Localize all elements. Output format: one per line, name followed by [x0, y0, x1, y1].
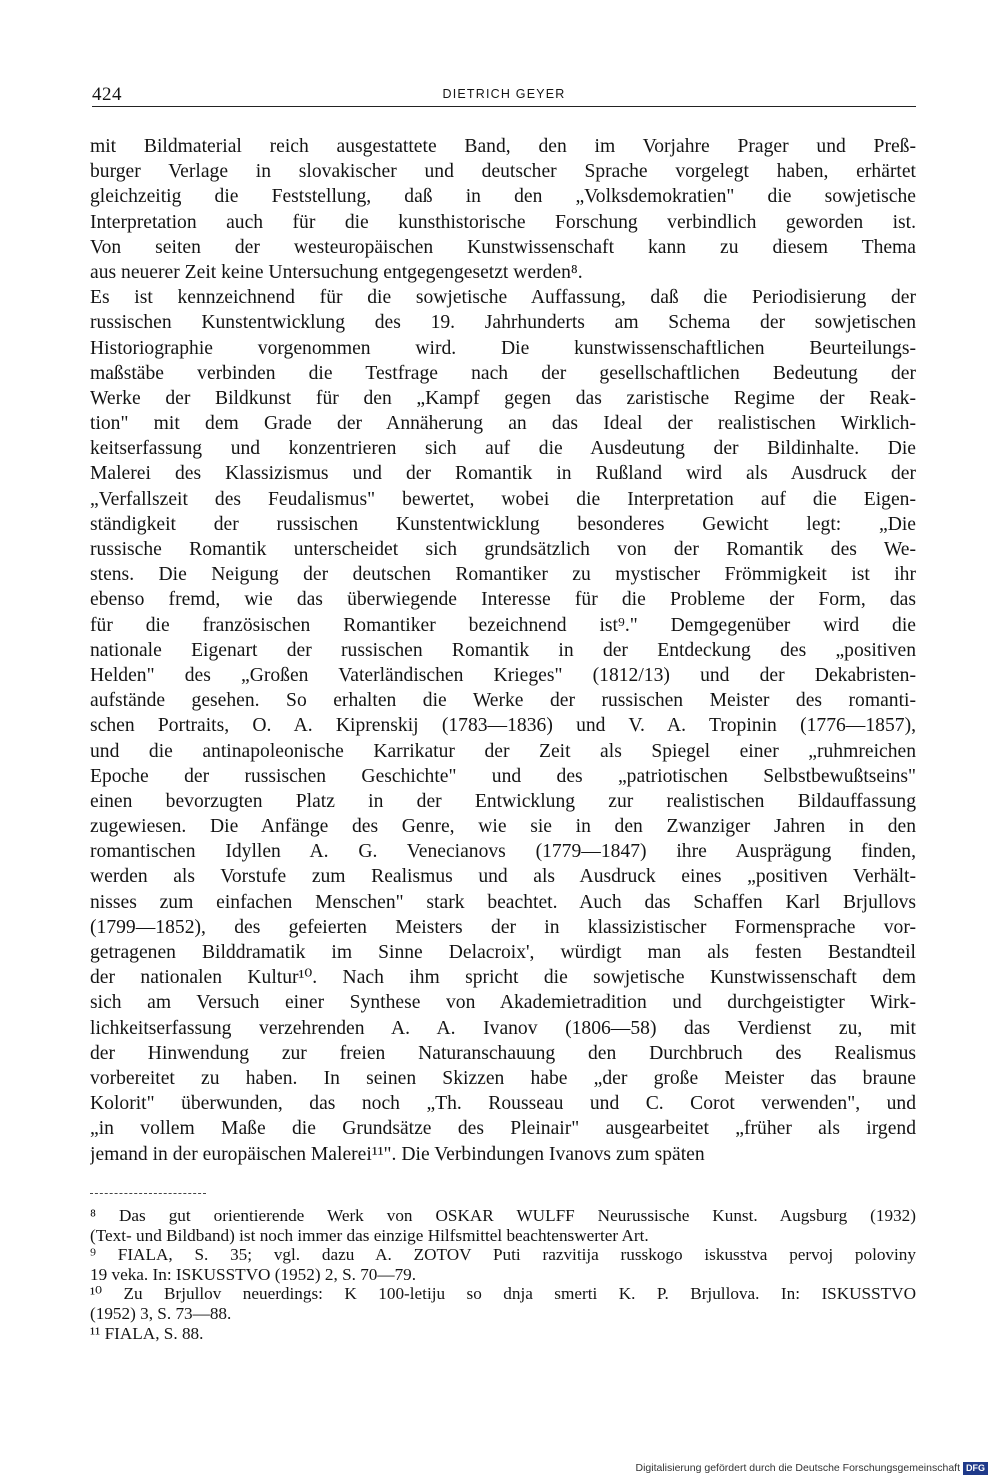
body-line: stens. Die Neigung der deutschen Romantiker zu mystischer Frömmigkeit ist ihr — [90, 564, 916, 586]
body-line: der Hinwendung zur freien Naturanschauung den Durchbruch des Realismus — [90, 1042, 916, 1064]
body-line: aus neuerer Zeit keine Untersuchung entgegengesetzt werden⁸. — [90, 261, 583, 283]
body-line: für die französischen Romantiker bezeichnend ist⁹." Demgegenüber wird die — [90, 614, 916, 636]
footnote-line: 19 veka. In: ISKUSSTVO (1952) 2, S. 70—79. — [90, 1264, 417, 1284]
page-header — [92, 84, 916, 107]
body-line: keitserfassung und konzentrieren sich auf die Ausdeutung der Bildinhalte. Die — [90, 438, 916, 460]
body-line: tion" mit dem Grade der Annäherung an das Ideal der realistischen Wirklich- — [90, 413, 916, 435]
body-line: der nationalen Kultur¹⁰. Nach ihm spricht die sowjetische Kunstwissenschaft dem — [90, 967, 916, 989]
footnote-line: ⁹ FIALA, S. 35; vgl. dazu A. ZOTOV Puti razvitija russkogo iskusstva pervoj poloviny — [90, 1245, 916, 1265]
body-line: und die antinapoleonische Karrikatur der Zeit als Spiegel einer „ruhmreichen — [90, 740, 916, 762]
body-line: russischen Kunstentwicklung des 19. Jahrhunderts am Schema der sowjetischen — [90, 312, 916, 334]
body-line: nationale Eigenart der russischen Romantik in der Entdeckung des „positiven — [90, 639, 916, 661]
body-line: „Verfallszeit des Feudalismus" bewertet, wobei die Interpretation auf die Eigen- — [90, 488, 916, 510]
running-title: DIETRICH GEYER — [442, 87, 566, 101]
body-text — [90, 134, 916, 1167]
body-line: Interpretation auch für die kunsthistorische Forschung verbindlich geworden ist. — [90, 211, 916, 233]
body-line: russische Romantik unterscheidet sich grundsätzlich von der Romantik des We- — [90, 539, 916, 560]
body-line: Historiographie vorgenommen wird. Die kunstwissenschaftlichen Beurteilungs- — [90, 337, 916, 359]
credit-text: Digitalisierung gefördert durch die Deutsche Forschungsgemeinschaft — [635, 1462, 960, 1474]
dfg-logo: DFG — [963, 1462, 988, 1475]
body-line: schen Portraits, O. A. Kiprenskij (1783—1836) und V. A. Tropinin (1776—1857), — [90, 715, 916, 737]
body-line: Werke der Bildkunst für den „Kampf gegen das zaristische Regime der Reak- — [90, 387, 916, 409]
body-line: jemand in der europäischen Malerei¹¹". Die Verbindungen Ivanovs zum späten — [90, 1143, 705, 1165]
body-line: nisses zum einfachen Menschen" stark beachtet. Auch das Schaffen Karl Brjullovs — [90, 891, 916, 913]
body-line: werden als Vorstufe zum Realismus und als Ausdruck eines „positiven Verhält- — [90, 866, 916, 888]
footnote-line: ¹⁰ Zu Brjullov neuerdings: K 100-letiju so dnja smerti K. P. Brjullova. In: ISKUSSTVO — [90, 1284, 916, 1304]
footnotes — [90, 1206, 916, 1343]
body-line: gleichzeitig die Feststellung, daß in den „Volksdemokratien" die sowjetische — [90, 186, 916, 208]
footnote-rule — [90, 1193, 206, 1194]
body-line: Es ist kennzeichnend für die sowjetische Auffassung, daß die Periodisierung der — [90, 287, 916, 309]
body-line: ebenso fremd, wie das überwiegende Interesse für die Probleme der Form, das — [90, 589, 916, 611]
footnote-line: ⁸ Das gut orientierende Werk von OSKAR WULFF Neurussische Kunst. Augsburg (1932) — [90, 1206, 916, 1225]
body-line: mit Bildmaterial reich ausgestattete Band, den im Vorjahre Prager und Preß- — [90, 136, 916, 157]
body-line: Malerei des Klassizismus und der Romantik in Rußland wird als Ausdruck der — [90, 463, 916, 485]
body-line: „in vollem Maße die Grundsätze des Pleinair" ausgearbeitet „früher als irgend — [90, 1118, 916, 1140]
footnote-line: (1952) 3, S. 73—88. — [90, 1303, 232, 1323]
body-line: Epoche der russischen Geschichte" und des „patriotischen Selbstbewußtseins" — [90, 765, 916, 787]
body-line: romantischen Idyllen A. G. Venecianovs (1779—1847) ihre Ausprägung finden, — [90, 841, 916, 863]
footnote-line: ¹¹ FIALA, S. 88. — [90, 1323, 204, 1343]
page-number: 424 — [92, 84, 122, 105]
footnote-line: (Text- und Bildband) ist noch immer das einzige Hilfsmittel beachtenswerter Art. — [90, 1225, 649, 1245]
digitization-credit — [635, 1461, 988, 1475]
body-line: sich am Versuch einer Synthese von Akademietradition und durchgeistigter Wirk- — [90, 992, 916, 1014]
body-line: vorbereitet zu haben. In seinen Skizzen habe „der große Meister das braune — [90, 1067, 916, 1089]
body-line: einen bevorzugten Platz in der Entwicklung zur realistischen Bildauffassung — [90, 790, 916, 812]
body-line: Kolorit" überwunden, das noch „Th. Rousseau und C. Corot verwenden", und — [90, 1093, 916, 1115]
body-line: zugewiesen. Die Anfänge des Genre, wie sie in den Zwanziger Jahren in den — [90, 816, 916, 838]
body-line: burger Verlage in slovakischer und deutscher Sprache vorgelegt haben, erhärtet — [90, 161, 916, 183]
body-line: maßstäbe verbinden die Testfrage nach der gesellschaftlichen Bedeutung der — [90, 362, 916, 384]
body-line: lichkeitserfassung verzehrenden A. A. Ivanov (1806—58) das Verdienst zu, mit — [90, 1017, 916, 1039]
body-line: getragenen Bilddramatik im Sinne Delacroix', würdigt man als festen Bestandteil — [90, 942, 916, 963]
body-line: aufstände gesehen. So erhalten die Werke der russischen Meister des romanti- — [90, 690, 916, 712]
body-line: Von seiten der westeuropäischen Kunstwissenschaft kann zu diesem Thema — [90, 236, 916, 258]
body-line: (1799—1852), des gefeierten Meisters der in klassizistischer Formensprache vor- — [90, 916, 916, 938]
body-line: Helden" des „Großen Vaterländischen Krieges" (1812/13) und der Dekabristen- — [90, 664, 916, 686]
body-line: ständigkeit der russischen Kunstentwicklung besonderes Gewicht legt: „Die — [90, 513, 916, 535]
